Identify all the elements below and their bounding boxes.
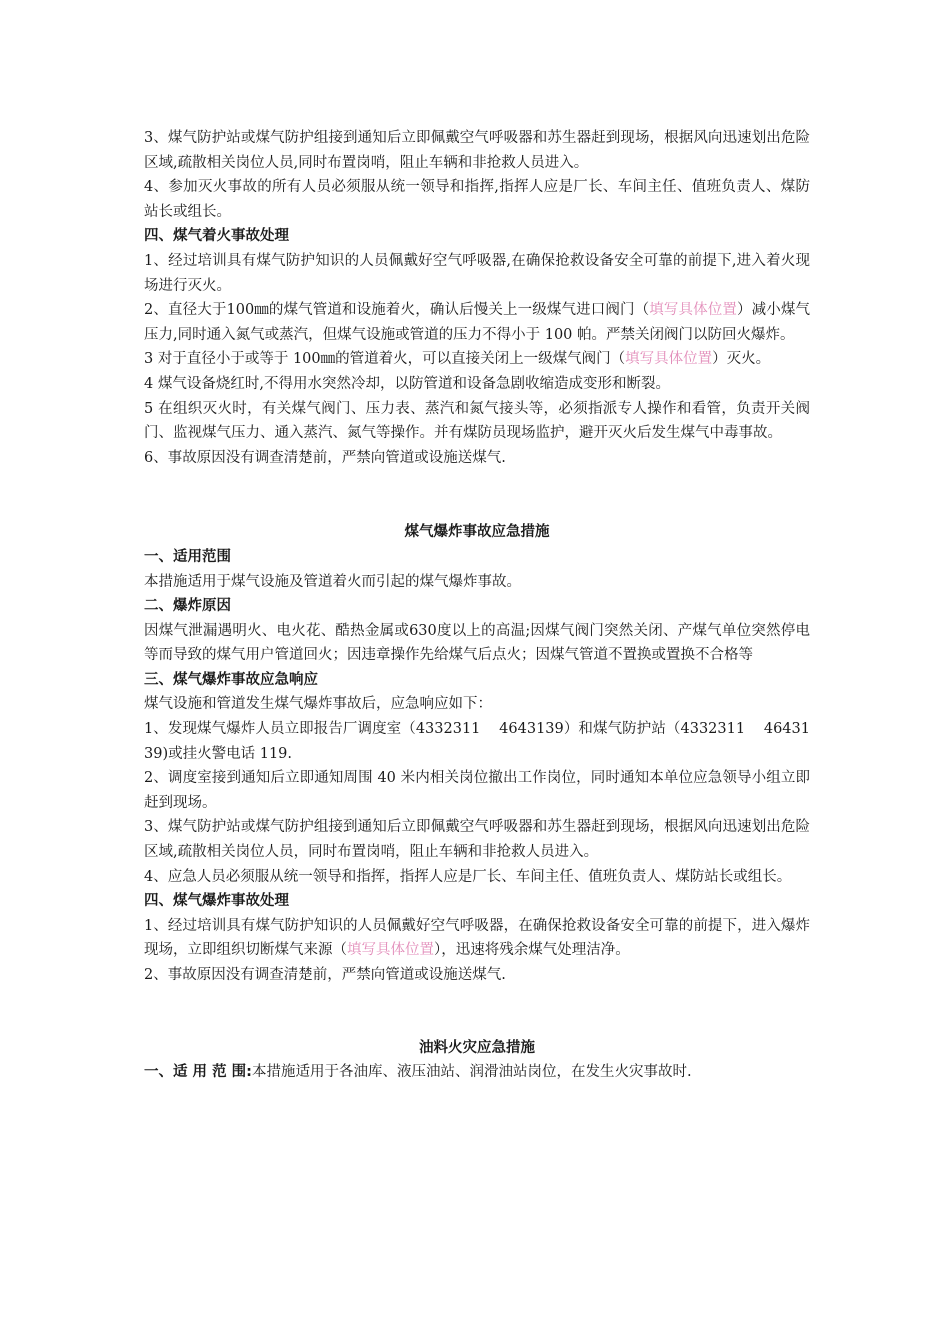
fill-in-location-placeholder: 填写具体位置 (625, 351, 713, 368)
paragraph-scope: 本措施适用于煤气设施及管道着火而引起的煤气爆炸事故。 (144, 573, 521, 590)
paragraph-fire-step-6: 6、事故原因没有调查清楚前，严禁向管道或设施送煤气. (144, 449, 506, 466)
heading-oil-scope: 一、适 用 范 围: (144, 1064, 252, 1081)
paragraph-fire-step-1: 1、经过培训具有煤气防护知识的人员佩戴好空气呼吸器,在确保抢救设备安全可靠的前提下,进入着火现场进行灭火。 (144, 252, 810, 294)
paragraph-fire-step-5: 5 在组织灭火时，有关煤气阀门、压力表、蒸汽和氮气接头等，必须指派专人操作和看管，负责开关阀门、监视煤气压力、通入蒸汽、氮气等操作。并有煤防员现场监护，避开灭火后发生煤气中毒事故。 (144, 400, 810, 442)
paragraph-response-intro: 煤气设施和管道发生煤气爆炸事故后，应急响应如下： (144, 696, 492, 713)
fire-step-2-text-a: 2、直径大于100㎜的煤气管道和设施着火，确认后慢关上一级煤气进口阀门（ (144, 302, 650, 319)
spacer (144, 988, 810, 1036)
fire-step-3-text-a: 3 对于直径小于或等于 100㎜的管道着火，可以直接关闭上一级煤气阀门（ (144, 351, 626, 368)
explosion-step-1-text-b: ），迅速将残余煤气处理洁净。 (434, 942, 630, 959)
section-title-gas-explosion: 煤气爆炸事故应急措施 (404, 524, 550, 541)
heading-fire-handling: 四、煤气着火事故处理 (144, 228, 289, 245)
paragraph-gas-station-response: 3、煤气防护站或煤气防护组接到通知后立即佩戴空气呼吸器和苏生器赶到现场，根据风向迅速划出危险区域,疏散相关岗位人员,同时布置岗哨，阻止车辆和非抢救人员进入。 (144, 130, 810, 171)
explosion-step-1-text-a: 1、经过培训具有煤气防护知识的人员佩戴好空气呼吸器，在确保抢救设备安全可靠的前提下，进入爆炸现场，立即组织切断煤气来源（ (144, 917, 810, 959)
paragraph-fire-step-4: 4 煤气设备烧红时,不得用水突然冷却，以防管道和设备急剧收缩造成变形和断裂。 (144, 375, 670, 392)
paragraph-response-step-4: 4、应急人员必须服从统一领导和指挥，指挥人应是厂长、车间主任、值班负责人、煤防站长或组长。 (144, 868, 792, 885)
oil-scope-text: 本措施适用于各油库、液压油站、润滑油站岗位，在发生火灾事故时. (251, 1064, 692, 1081)
fire-step-3-text-b: ）灭火。 (712, 351, 771, 368)
paragraph-response-step-3: 3、煤气防护站或煤气防护组接到通知后立即佩戴空气呼吸器和苏生器赶到现场，根据风向迅速划出危险区域,疏散相关岗位人员，同时布置岗哨，阻止车辆和非抢救人员进入。 (144, 819, 810, 861)
heading-scope: 一、适用范围 (144, 548, 231, 565)
paragraph-fire-step-3 (144, 347, 810, 372)
heading-explosion-handling: 四、煤气爆炸事故处理 (144, 893, 289, 910)
paragraph-oil-scope (144, 1060, 810, 1085)
document-page (144, 126, 810, 1085)
fill-in-location-placeholder: 填写具体位置 (649, 302, 737, 319)
fire-step-2-text-b: ）减小煤气压力,同时通入氮气或蒸汽，但煤气设施或管道的压力不得小于 100 帕。严禁关闭阀门以防回火爆炸。 (144, 302, 811, 343)
paragraph-explosion-causes: 因煤气泄漏遇明火、电火花、酷热金属或630度以上的高温;因煤气阀门突然关闭、产煤气单位突然停电等而导致的煤气用户管道回火；因违章操作先给煤气后点火；因煤气管道不置换或置换不合格等 (144, 622, 810, 664)
paragraph-response-step-1: 1、发现煤气爆炸人员立即报告厂调度室（4332311 4643139）和煤气防护站（4332311 4643139)或挂火警电话 119. (144, 721, 810, 762)
spacer (144, 470, 810, 520)
paragraph-explosion-step-2: 2、事故原因没有调查清楚前，严禁向管道或设施送煤气. (144, 967, 506, 983)
heading-emergency-response: 三、煤气爆炸事故应急响应 (144, 671, 318, 688)
paragraph-explosion-step-1 (144, 914, 810, 963)
heading-explosion-causes: 二、爆炸原因 (144, 598, 231, 615)
fill-in-location-placeholder: 填写具体位置 (347, 942, 434, 959)
paragraph-response-step-2: 2、调度室接到通知后立即通知周围 40 米内相关岗位撤出工作岗位，同时通知本单位应急领导小组立即赶到现场。 (144, 770, 810, 811)
paragraph-firefighting-command: 4、参加灭火事故的所有人员必须服从统一领导和指挥,指挥人应是厂长、车间主任、值班负责人、煤防站长或组长。 (144, 179, 810, 220)
section-title-oil-fire: 油料火灾应急措施 (419, 1039, 535, 1056)
paragraph-fire-step-2 (144, 298, 810, 347)
